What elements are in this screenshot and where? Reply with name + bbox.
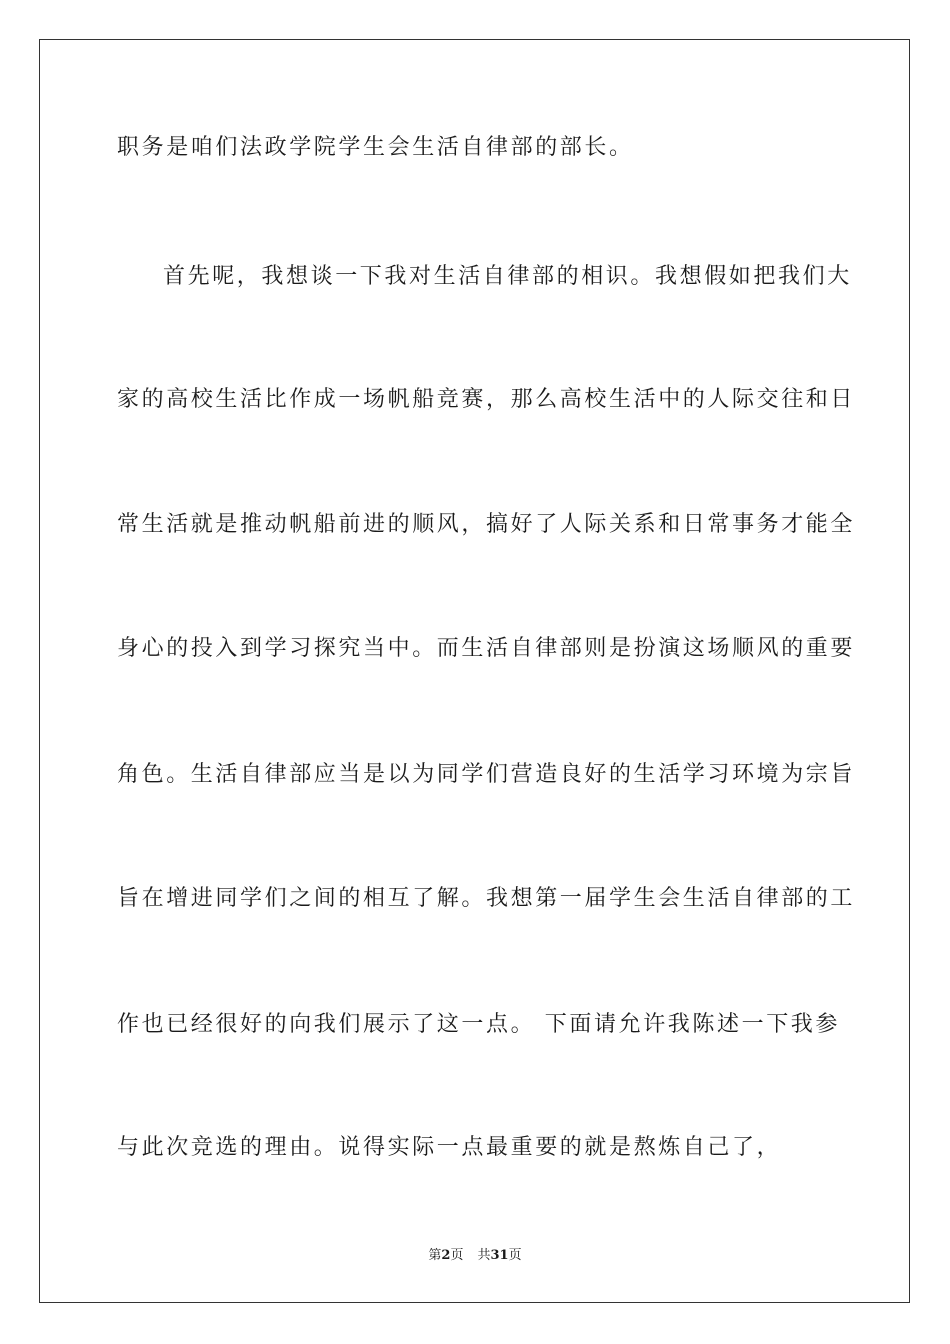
footer-total-pages: 31 bbox=[490, 1248, 509, 1263]
paragraph-line: 作也已经很好的向我们展示了这一点。 下面请允许我陈述一下我参 bbox=[117, 1012, 840, 1037]
paragraph-line: 角色。生活自律部应当是以为同学们营造良好的生活学习环境为宗旨 bbox=[117, 762, 856, 787]
paragraph-line: 旨在增进同学们之间的相互了解。我想第一届学生会生活自律部的工 bbox=[117, 886, 856, 911]
footer-page-suffix: 页 bbox=[450, 1248, 464, 1263]
footer-total-suffix: 页 bbox=[508, 1248, 522, 1263]
footer-page-prefix: 第 bbox=[428, 1248, 442, 1263]
paragraph-line: 身心的投入到学习探究当中。而生活自律部则是扮演这场顺风的重要 bbox=[117, 636, 856, 661]
footer-page-number: 2 bbox=[441, 1248, 451, 1263]
paragraph-line: 职务是咱们法政学院学生会生活自律部的部长。 bbox=[117, 135, 634, 160]
paragraph-line: 常生活就是推动帆船前进的顺风，搞好了人际关系和日常事务才能全 bbox=[117, 512, 856, 537]
page-border bbox=[39, 39, 910, 1303]
page-footer bbox=[0, 1247, 950, 1265]
paragraph-line: 首先呢，我想谈一下我对生活自律部的相识。我想假如把我们大 bbox=[163, 264, 852, 289]
footer-total-prefix: 共 bbox=[477, 1248, 491, 1263]
paragraph-line: 家的高校生活比作成一场帆船竞赛，那么高校生活中的人际交往和日 bbox=[117, 387, 856, 412]
paragraph-line: 与此次竞选的理由。说得实际一点最重要的就是熬炼自己了， bbox=[117, 1135, 782, 1160]
